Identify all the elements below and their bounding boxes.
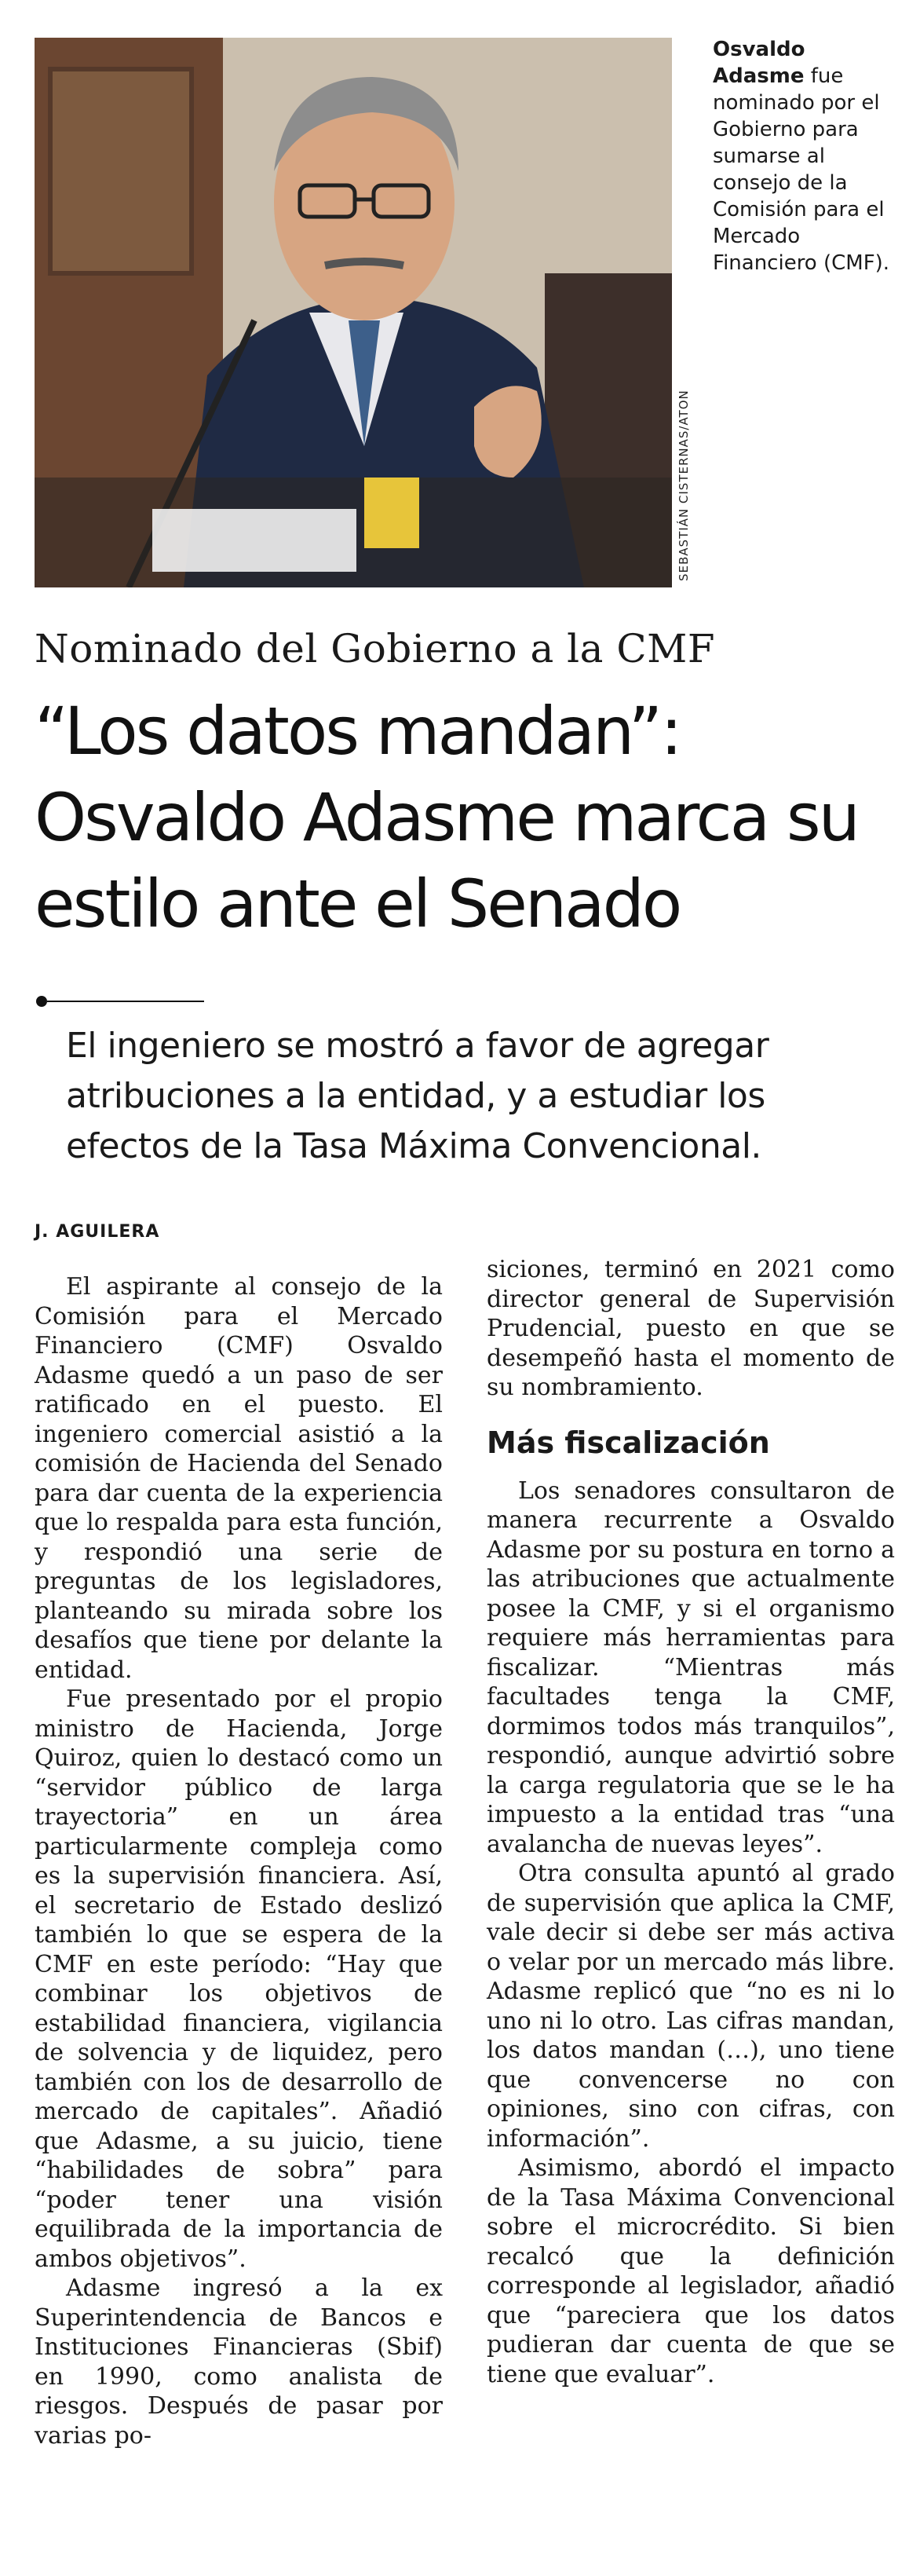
body-paragraph-continuation: siciones, terminó en 2021 como director general de Supervisión Prudencial, puesto en que se desempeñó hasta el momento de su nombramiento. xyxy=(487,1256,895,1401)
photo-caption xyxy=(713,36,893,276)
article-byline: J. AGUILERA xyxy=(35,1222,160,1242)
rule-dot-icon xyxy=(36,996,47,1007)
body-paragraph: El aspirante al consejo de la Comisión para el Mercado Financiero (CMF) Osvaldo Adasme quedó a un paso de ser ratificado en el puesto. El ingeniero comercial asistió a la comisión de Hacienda del Senado para dar cuenta de la experiencia que lo respalda para esta función, y respondió una serie de preguntas de los legisladores, planteando su mirada sobre los desafíos que tiene por delante la entidad. xyxy=(35,1273,443,1684)
body-paragraph: Asimismo, abordó el impacto de la Tasa Máxima Convencional sobre el microcrédito. Si bien recalcó que la definición corresponde al legislador, añadió que “pareciera que los datos pudieran dar cuenta de que se tiene que evaluar”. xyxy=(487,2154,895,2388)
article-kicker: Nominado del Gobierno a la CMF xyxy=(35,626,716,671)
caption-text: fue nominado por el Gobierno para sumarse al consejo de la Comisión para el Mercado Financiero (CMF). xyxy=(713,64,890,275)
body-paragraph: Los senadores consultaron de manera recurrente a Osvaldo Adasme por su postura en torno a las atribuciones que actualmente posee la CMF, y si el organismo requiere más herramientas para fiscalizar. “Mientras más facultades tenga la CMF, dormimos todos más tranquilos”, respondió, aunque advirtió sobre la carga regulatoria que se le ha impuesto a la entidad tras “una avalancha de nuevas leyes”. xyxy=(487,1476,895,1858)
photo-credit xyxy=(677,314,695,587)
body-paragraph: Adasme ingresó a la ex Superintendencia de Bancos e Instituciones Financieras (Sbif) en 1990, como analista de riesgos. Después de pasar por varias po- xyxy=(35,2274,443,2450)
body-paragraph: Fue presentado por el propio ministro de Hacienda, Jorge Quiroz, quien lo destacó como un “servidor público de larga trayectoria” en un área particularmente compleja como es la supervisión financiera. Así, el secretario de Estado deslizó también lo que se espera de la CMF en este período: “Hay que combinar los objetivos de estabilidad financiera, vigilancia de solvencia y de liquidez, pero también con los de desarrollo de mercado de capitales”. Añadió que Adasme, a su juicio, tiene “habilidades de sobra” para “poder tener una visión equilibrada de la importancia de ambos objetivos”. xyxy=(35,1685,443,2273)
caption-name: Osvaldo Adasme xyxy=(713,38,805,88)
portrait-illustration xyxy=(35,38,672,587)
article-headline: “Los datos mandan”: Osvaldo Adasme marca su estilo ante el Senado xyxy=(35,693,858,942)
article-deck: El ingeniero se mostró a favor de agregar atribuciones a la entidad, y a estudiar los efectos de la Tasa Máxima Convencional. xyxy=(66,1026,769,1166)
body-column-right xyxy=(487,1255,895,2389)
section-subhead: Más fiscalización xyxy=(487,1425,770,1460)
photo-credit-text: SEBASTIÁN CISTERNAS/ATON xyxy=(677,390,691,581)
body-column-left xyxy=(35,1272,443,2450)
divider xyxy=(47,1001,204,1002)
body-paragraph: Otra consulta apuntó al grado de supervisión que aplica la CMF, vale decir si debe ser más activa o velar por un mercado más libre. Adasme replicó que “no es ni lo uno ni lo otro. Las cifras mandan, los datos mandan (…), uno tiene que convencerse no con opiniones, sino con cifras, con información”. xyxy=(487,1860,895,2153)
article-photo xyxy=(35,38,672,587)
